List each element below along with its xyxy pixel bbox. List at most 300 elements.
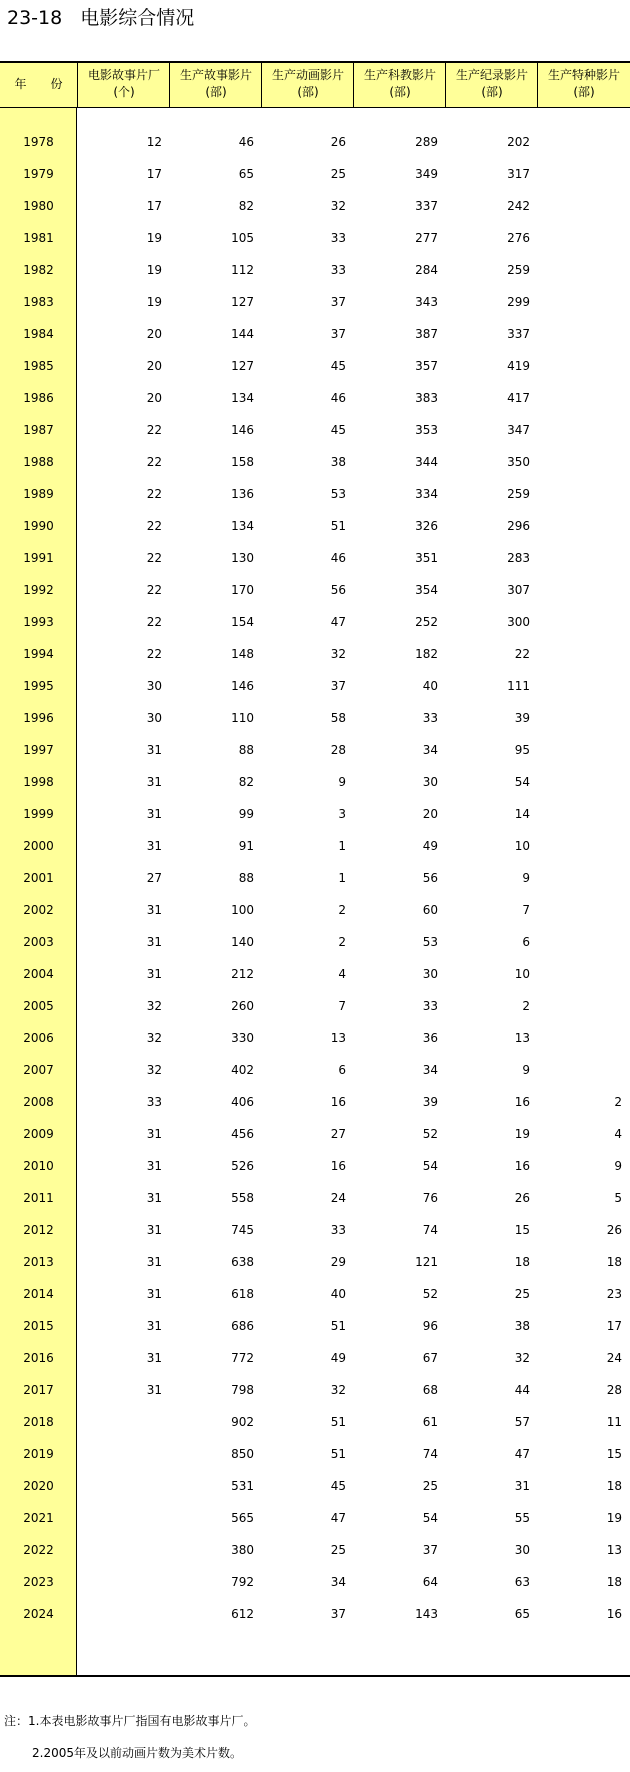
cell-science: 34 — [422, 743, 438, 757]
cell-animated: 37 — [330, 295, 346, 309]
cell-animated: 45 — [330, 1479, 346, 1493]
cell-special: 11 — [606, 1415, 622, 1429]
cell-studios: 22 — [146, 455, 162, 469]
cell-animated: 47 — [330, 1511, 346, 1525]
cell-animated: 16 — [330, 1159, 346, 1173]
cell-year: 1982 — [23, 263, 54, 277]
header-label: 生产动画影片 — [271, 68, 344, 82]
cell-feature: 618 — [231, 1287, 254, 1301]
cell-feature: 745 — [231, 1223, 254, 1237]
cell-documentary: 10 — [514, 967, 530, 981]
cell-special: 26 — [606, 1223, 622, 1237]
cell-science: 40 — [422, 679, 438, 693]
cell-year: 2013 — [23, 1255, 54, 1269]
cell-animated: 1 — [338, 839, 346, 853]
header-special-films — [538, 63, 630, 107]
cell-documentary: 39 — [514, 711, 530, 725]
cell-feature: 146 — [231, 423, 254, 437]
cell-year: 2024 — [23, 1607, 54, 1621]
table-bottom-rule — [0, 1675, 630, 1677]
cell-feature: 65 — [238, 167, 254, 181]
cell-year: 2003 — [23, 935, 54, 949]
cell-animated: 28 — [330, 743, 346, 757]
cell-studios — [72, 1470, 162, 1502]
cell-documentary: 337 — [507, 327, 530, 341]
cell-feature: 558 — [231, 1191, 254, 1205]
cell-year: 1985 — [23, 359, 54, 373]
table-row — [0, 1278, 630, 1310]
cell-animated: 1 — [338, 871, 346, 885]
table-row — [0, 830, 630, 862]
cell-studios: 32 — [146, 999, 162, 1013]
cell-special: 28 — [606, 1383, 622, 1397]
cell-year: 1986 — [23, 391, 54, 405]
cell-documentary: 44 — [514, 1383, 530, 1397]
cell-science: 52 — [422, 1127, 438, 1141]
cell-feature: 91 — [238, 839, 254, 853]
cell-year: 2006 — [23, 1031, 54, 1045]
cell-studios — [72, 1406, 162, 1438]
cell-animated: 25 — [330, 1543, 346, 1557]
cell-year: 2010 — [23, 1159, 54, 1173]
cell-feature: 380 — [231, 1543, 254, 1557]
cell-special: 18 — [606, 1575, 622, 1589]
cell-science: 357 — [415, 359, 438, 373]
cell-documentary: 15 — [514, 1223, 530, 1237]
cell-science: 252 — [415, 615, 438, 629]
cell-feature: 406 — [231, 1095, 254, 1109]
cell-year: 2023 — [23, 1575, 54, 1589]
table-row — [0, 126, 630, 158]
cell-studios: 31 — [146, 743, 162, 757]
cell-science: 34 — [422, 1063, 438, 1077]
cell-year: 1994 — [23, 647, 54, 661]
cell-studios: 17 — [146, 167, 162, 181]
cell-documentary: 7 — [522, 903, 530, 917]
cell-science: 326 — [415, 519, 438, 533]
cell-feature: 112 — [231, 263, 254, 277]
cell-animated: 34 — [330, 1575, 346, 1589]
cell-animated: 7 — [338, 999, 346, 1013]
cell-special — [532, 574, 622, 606]
cell-documentary: 6 — [522, 935, 530, 949]
cell-documentary: 54 — [514, 775, 530, 789]
table-row — [0, 1182, 630, 1214]
header-unit: (部) — [481, 85, 503, 99]
cell-special: 19 — [606, 1511, 622, 1525]
cell-animated: 6 — [338, 1063, 346, 1077]
cell-science: 96 — [422, 1319, 438, 1333]
cell-year: 2011 — [23, 1191, 54, 1205]
cell-year: 1998 — [23, 775, 54, 789]
cell-special: 9 — [614, 1159, 622, 1173]
header-label: 生产故事影片 — [179, 68, 252, 82]
cell-science: 351 — [415, 551, 438, 565]
header-bottom-rule — [0, 107, 630, 108]
cell-year: 1981 — [23, 231, 54, 245]
cell-studios: 31 — [146, 1351, 162, 1365]
table-row — [0, 1470, 630, 1502]
cell-year: 1978 — [23, 135, 54, 149]
cell-animated: 2 — [338, 935, 346, 949]
cell-year: 2009 — [23, 1127, 54, 1141]
cell-special — [532, 1022, 622, 1054]
cell-science: 60 — [422, 903, 438, 917]
cell-feature: 100 — [231, 903, 254, 917]
cell-special — [532, 414, 622, 446]
cell-documentary: 65 — [514, 1607, 530, 1621]
cell-feature: 531 — [231, 1479, 254, 1493]
cell-feature: 99 — [238, 807, 254, 821]
cell-feature: 526 — [231, 1159, 254, 1173]
table-row — [0, 1502, 630, 1534]
table-row — [0, 766, 630, 798]
cell-studios: 19 — [146, 295, 162, 309]
header-animated-films — [262, 63, 354, 107]
cell-special: 15 — [606, 1447, 622, 1461]
cell-documentary: 2 — [522, 999, 530, 1013]
table-row — [0, 1406, 630, 1438]
cell-animated: 47 — [330, 615, 346, 629]
cell-year: 2000 — [23, 839, 54, 853]
cell-feature: 88 — [238, 743, 254, 757]
cell-documentary: 299 — [507, 295, 530, 309]
cell-studios: 19 — [146, 263, 162, 277]
cell-special — [532, 350, 622, 382]
cell-animated: 3 — [338, 807, 346, 821]
cell-feature: 456 — [231, 1127, 254, 1141]
cell-documentary: 296 — [507, 519, 530, 533]
table-row — [0, 958, 630, 990]
cell-studios: 30 — [146, 679, 162, 693]
cell-special — [532, 798, 622, 830]
cell-year: 2016 — [23, 1351, 54, 1365]
cell-feature: 686 — [231, 1319, 254, 1333]
header-unit: (部) — [205, 85, 227, 99]
cell-studios: 31 — [146, 1383, 162, 1397]
cell-science: 61 — [422, 1415, 438, 1429]
cell-documentary: 307 — [507, 583, 530, 597]
cell-year: 1980 — [23, 199, 54, 213]
cell-animated: 4 — [338, 967, 346, 981]
cell-science: 383 — [415, 391, 438, 405]
cell-science: 289 — [415, 135, 438, 149]
cell-animated: 24 — [330, 1191, 346, 1205]
cell-feature: 127 — [231, 359, 254, 373]
cell-special — [532, 734, 622, 766]
cell-documentary: 242 — [507, 199, 530, 213]
header-unit: (部) — [297, 85, 319, 99]
header-unit: (个) — [113, 85, 135, 99]
cell-special — [532, 862, 622, 894]
cell-year: 1987 — [23, 423, 54, 437]
cell-animated: 32 — [330, 199, 346, 213]
cell-special — [532, 478, 622, 510]
cell-animated: 13 — [330, 1031, 346, 1045]
cell-studios: 31 — [146, 1127, 162, 1141]
cell-documentary: 30 — [514, 1543, 530, 1557]
cell-animated: 45 — [330, 423, 346, 437]
cell-documentary: 31 — [514, 1479, 530, 1493]
cell-special: 16 — [606, 1607, 622, 1621]
table-row — [0, 446, 630, 478]
cell-science: 354 — [415, 583, 438, 597]
table-row — [0, 1022, 630, 1054]
header-label: 年 份 — [14, 77, 63, 91]
cell-feature: 148 — [231, 647, 254, 661]
cell-special — [532, 926, 622, 958]
cell-animated: 33 — [330, 1223, 346, 1237]
cell-animated: 49 — [330, 1351, 346, 1365]
cell-studios: 20 — [146, 327, 162, 341]
cell-year: 1995 — [23, 679, 54, 693]
cell-studios: 31 — [146, 903, 162, 917]
cell-documentary: 57 — [514, 1415, 530, 1429]
cell-feature: 902 — [231, 1415, 254, 1429]
cell-documentary: 25 — [514, 1287, 530, 1301]
cell-science: 30 — [422, 775, 438, 789]
cell-animated: 51 — [330, 519, 346, 533]
cell-documentary: 9 — [522, 1063, 530, 1077]
cell-animated: 16 — [330, 1095, 346, 1109]
cell-feature: 134 — [231, 519, 254, 533]
cell-animated: 51 — [330, 1415, 346, 1429]
cell-year: 2001 — [23, 871, 54, 885]
cell-special — [532, 446, 622, 478]
cell-science: 56 — [422, 871, 438, 885]
cell-feature: 260 — [231, 999, 254, 1013]
cell-feature: 110 — [231, 711, 254, 725]
cell-science: 33 — [422, 999, 438, 1013]
cell-documentary: 300 — [507, 615, 530, 629]
cell-documentary: 19 — [514, 1127, 530, 1141]
cell-studios: 19 — [146, 231, 162, 245]
cell-science: 74 — [422, 1447, 438, 1461]
cell-feature: 105 — [231, 231, 254, 245]
cell-feature: 82 — [238, 199, 254, 213]
cell-studios: 17 — [146, 199, 162, 213]
cell-studios: 22 — [146, 647, 162, 661]
cell-science: 20 — [422, 807, 438, 821]
cell-animated: 27 — [330, 1127, 346, 1141]
cell-year: 2004 — [23, 967, 54, 981]
cell-science: 25 — [422, 1479, 438, 1493]
cell-documentary: 10 — [514, 839, 530, 853]
cell-year: 2002 — [23, 903, 54, 917]
cell-feature: 134 — [231, 391, 254, 405]
note-2: 2.2005年及以前动画片数为美术片数。 — [32, 1746, 242, 1760]
cell-year: 1996 — [23, 711, 54, 725]
cell-science: 344 — [415, 455, 438, 469]
cell-year: 1992 — [23, 583, 54, 597]
table-notes — [4, 1712, 256, 1760]
cell-science: 39 — [422, 1095, 438, 1109]
cell-science: 54 — [422, 1511, 438, 1525]
table-row — [0, 1086, 630, 1118]
cell-documentary: 350 — [507, 455, 530, 469]
cell-studios: 31 — [146, 839, 162, 853]
table-row — [0, 1054, 630, 1086]
cell-documentary: 47 — [514, 1447, 530, 1461]
cell-documentary: 38 — [514, 1319, 530, 1333]
cell-studios — [72, 1438, 162, 1470]
cell-documentary: 347 — [507, 423, 530, 437]
table-row — [0, 414, 630, 446]
cell-science: 353 — [415, 423, 438, 437]
cell-animated: 38 — [330, 455, 346, 469]
cell-feature: 144 — [231, 327, 254, 341]
table-row — [0, 990, 630, 1022]
cell-feature: 402 — [231, 1063, 254, 1077]
table-row — [0, 478, 630, 510]
cell-year: 2017 — [23, 1383, 54, 1397]
cell-animated: 53 — [330, 487, 346, 501]
cell-science: 277 — [415, 231, 438, 245]
cell-feature: 127 — [231, 295, 254, 309]
cell-science: 53 — [422, 935, 438, 949]
cell-studios: 31 — [146, 807, 162, 821]
cell-animated: 51 — [330, 1447, 346, 1461]
cell-studios: 31 — [146, 1159, 162, 1173]
header-science-films — [354, 63, 446, 107]
cell-animated: 46 — [330, 391, 346, 405]
cell-studios: 31 — [146, 935, 162, 949]
cell-science: 64 — [422, 1575, 438, 1589]
table-row — [0, 606, 630, 638]
cell-animated: 51 — [330, 1319, 346, 1333]
cell-studios — [72, 1534, 162, 1566]
cell-documentary: 95 — [514, 743, 530, 757]
table-row — [0, 158, 630, 190]
table-row — [0, 862, 630, 894]
cell-special: 4 — [614, 1127, 622, 1141]
cell-feature: 212 — [231, 967, 254, 981]
cell-animated: 37 — [330, 327, 346, 341]
cell-animated: 37 — [330, 1607, 346, 1621]
cell-year: 2022 — [23, 1543, 54, 1557]
cell-science: 49 — [422, 839, 438, 853]
cell-animated: 26 — [330, 135, 346, 149]
cell-special: 5 — [614, 1191, 622, 1205]
table-number: 23-18 — [7, 7, 63, 29]
cell-special — [532, 958, 622, 990]
table-row — [0, 286, 630, 318]
cell-feature: 330 — [231, 1031, 254, 1045]
cell-science: 121 — [415, 1255, 438, 1269]
table-row — [0, 1566, 630, 1598]
table-row — [0, 222, 630, 254]
cell-animated: 33 — [330, 231, 346, 245]
cell-documentary: 14 — [514, 807, 530, 821]
cell-studios — [72, 1566, 162, 1598]
cell-year: 1989 — [23, 487, 54, 501]
cell-documentary: 283 — [507, 551, 530, 565]
cell-special — [532, 382, 622, 414]
cell-special: 23 — [606, 1287, 622, 1301]
cell-science: 74 — [422, 1223, 438, 1237]
cell-year: 1990 — [23, 519, 54, 533]
cell-animated: 58 — [330, 711, 346, 725]
cell-special: 18 — [606, 1479, 622, 1493]
cell-special — [532, 126, 622, 158]
cell-documentary: 16 — [514, 1159, 530, 1173]
cell-year: 1979 — [23, 167, 54, 181]
header-feature-films — [170, 63, 262, 107]
cell-science: 387 — [415, 327, 438, 341]
table-header — [0, 63, 630, 107]
cell-studios: 22 — [146, 551, 162, 565]
cell-year: 1983 — [23, 295, 54, 309]
cell-studios: 20 — [146, 391, 162, 405]
cell-feature: 46 — [238, 135, 254, 149]
cell-feature: 136 — [231, 487, 254, 501]
cell-special — [532, 542, 622, 574]
cell-animated: 2 — [338, 903, 346, 917]
cell-animated: 9 — [338, 775, 346, 789]
cell-science: 68 — [422, 1383, 438, 1397]
cell-documentary: 276 — [507, 231, 530, 245]
table-row — [0, 1246, 630, 1278]
cell-year: 1991 — [23, 551, 54, 565]
cell-studios: 31 — [146, 1191, 162, 1205]
cell-science: 143 — [415, 1607, 438, 1621]
cell-animated: 40 — [330, 1287, 346, 1301]
table-title: 电影综合情况 — [80, 7, 195, 29]
cell-year: 1999 — [23, 807, 54, 821]
table-row — [0, 1342, 630, 1374]
cell-special — [532, 510, 622, 542]
cell-year: 2020 — [23, 1479, 54, 1493]
header-studios — [78, 63, 170, 107]
cell-special: 13 — [606, 1543, 622, 1557]
cell-studios: 22 — [146, 519, 162, 533]
cell-special — [532, 286, 622, 318]
cell-year: 2005 — [23, 999, 54, 1013]
table-row — [0, 926, 630, 958]
table-row — [0, 574, 630, 606]
cell-special: 24 — [606, 1351, 622, 1365]
cell-special — [532, 830, 622, 862]
header-label: 生产特种影片 — [547, 68, 620, 82]
cell-documentary: 111 — [507, 679, 530, 693]
cell-special — [532, 1054, 622, 1086]
cell-documentary: 63 — [514, 1575, 530, 1589]
cell-animated: 32 — [330, 647, 346, 661]
cell-feature: 798 — [231, 1383, 254, 1397]
table-row — [0, 670, 630, 702]
cell-feature: 792 — [231, 1575, 254, 1589]
cell-studios: 33 — [146, 1095, 162, 1109]
cell-studios — [72, 1598, 162, 1630]
cell-animated: 33 — [330, 263, 346, 277]
cell-science: 67 — [422, 1351, 438, 1365]
cell-special: 18 — [606, 1255, 622, 1269]
cell-documentary: 16 — [514, 1095, 530, 1109]
cell-studios: 31 — [146, 1319, 162, 1333]
cell-studios: 12 — [146, 135, 162, 149]
note-1: 注：1.本表电影故事片厂指国有电影故事片厂。 — [4, 1714, 256, 1728]
cell-year: 2019 — [23, 1447, 54, 1461]
cell-documentary: 13 — [514, 1031, 530, 1045]
cell-studios: 31 — [146, 1287, 162, 1301]
cell-animated: 46 — [330, 551, 346, 565]
cell-special — [532, 766, 622, 798]
cell-feature: 612 — [231, 1607, 254, 1621]
table-row — [0, 734, 630, 766]
cell-animated: 29 — [330, 1255, 346, 1269]
cell-documentary: 317 — [507, 167, 530, 181]
cell-year: 2012 — [23, 1223, 54, 1237]
